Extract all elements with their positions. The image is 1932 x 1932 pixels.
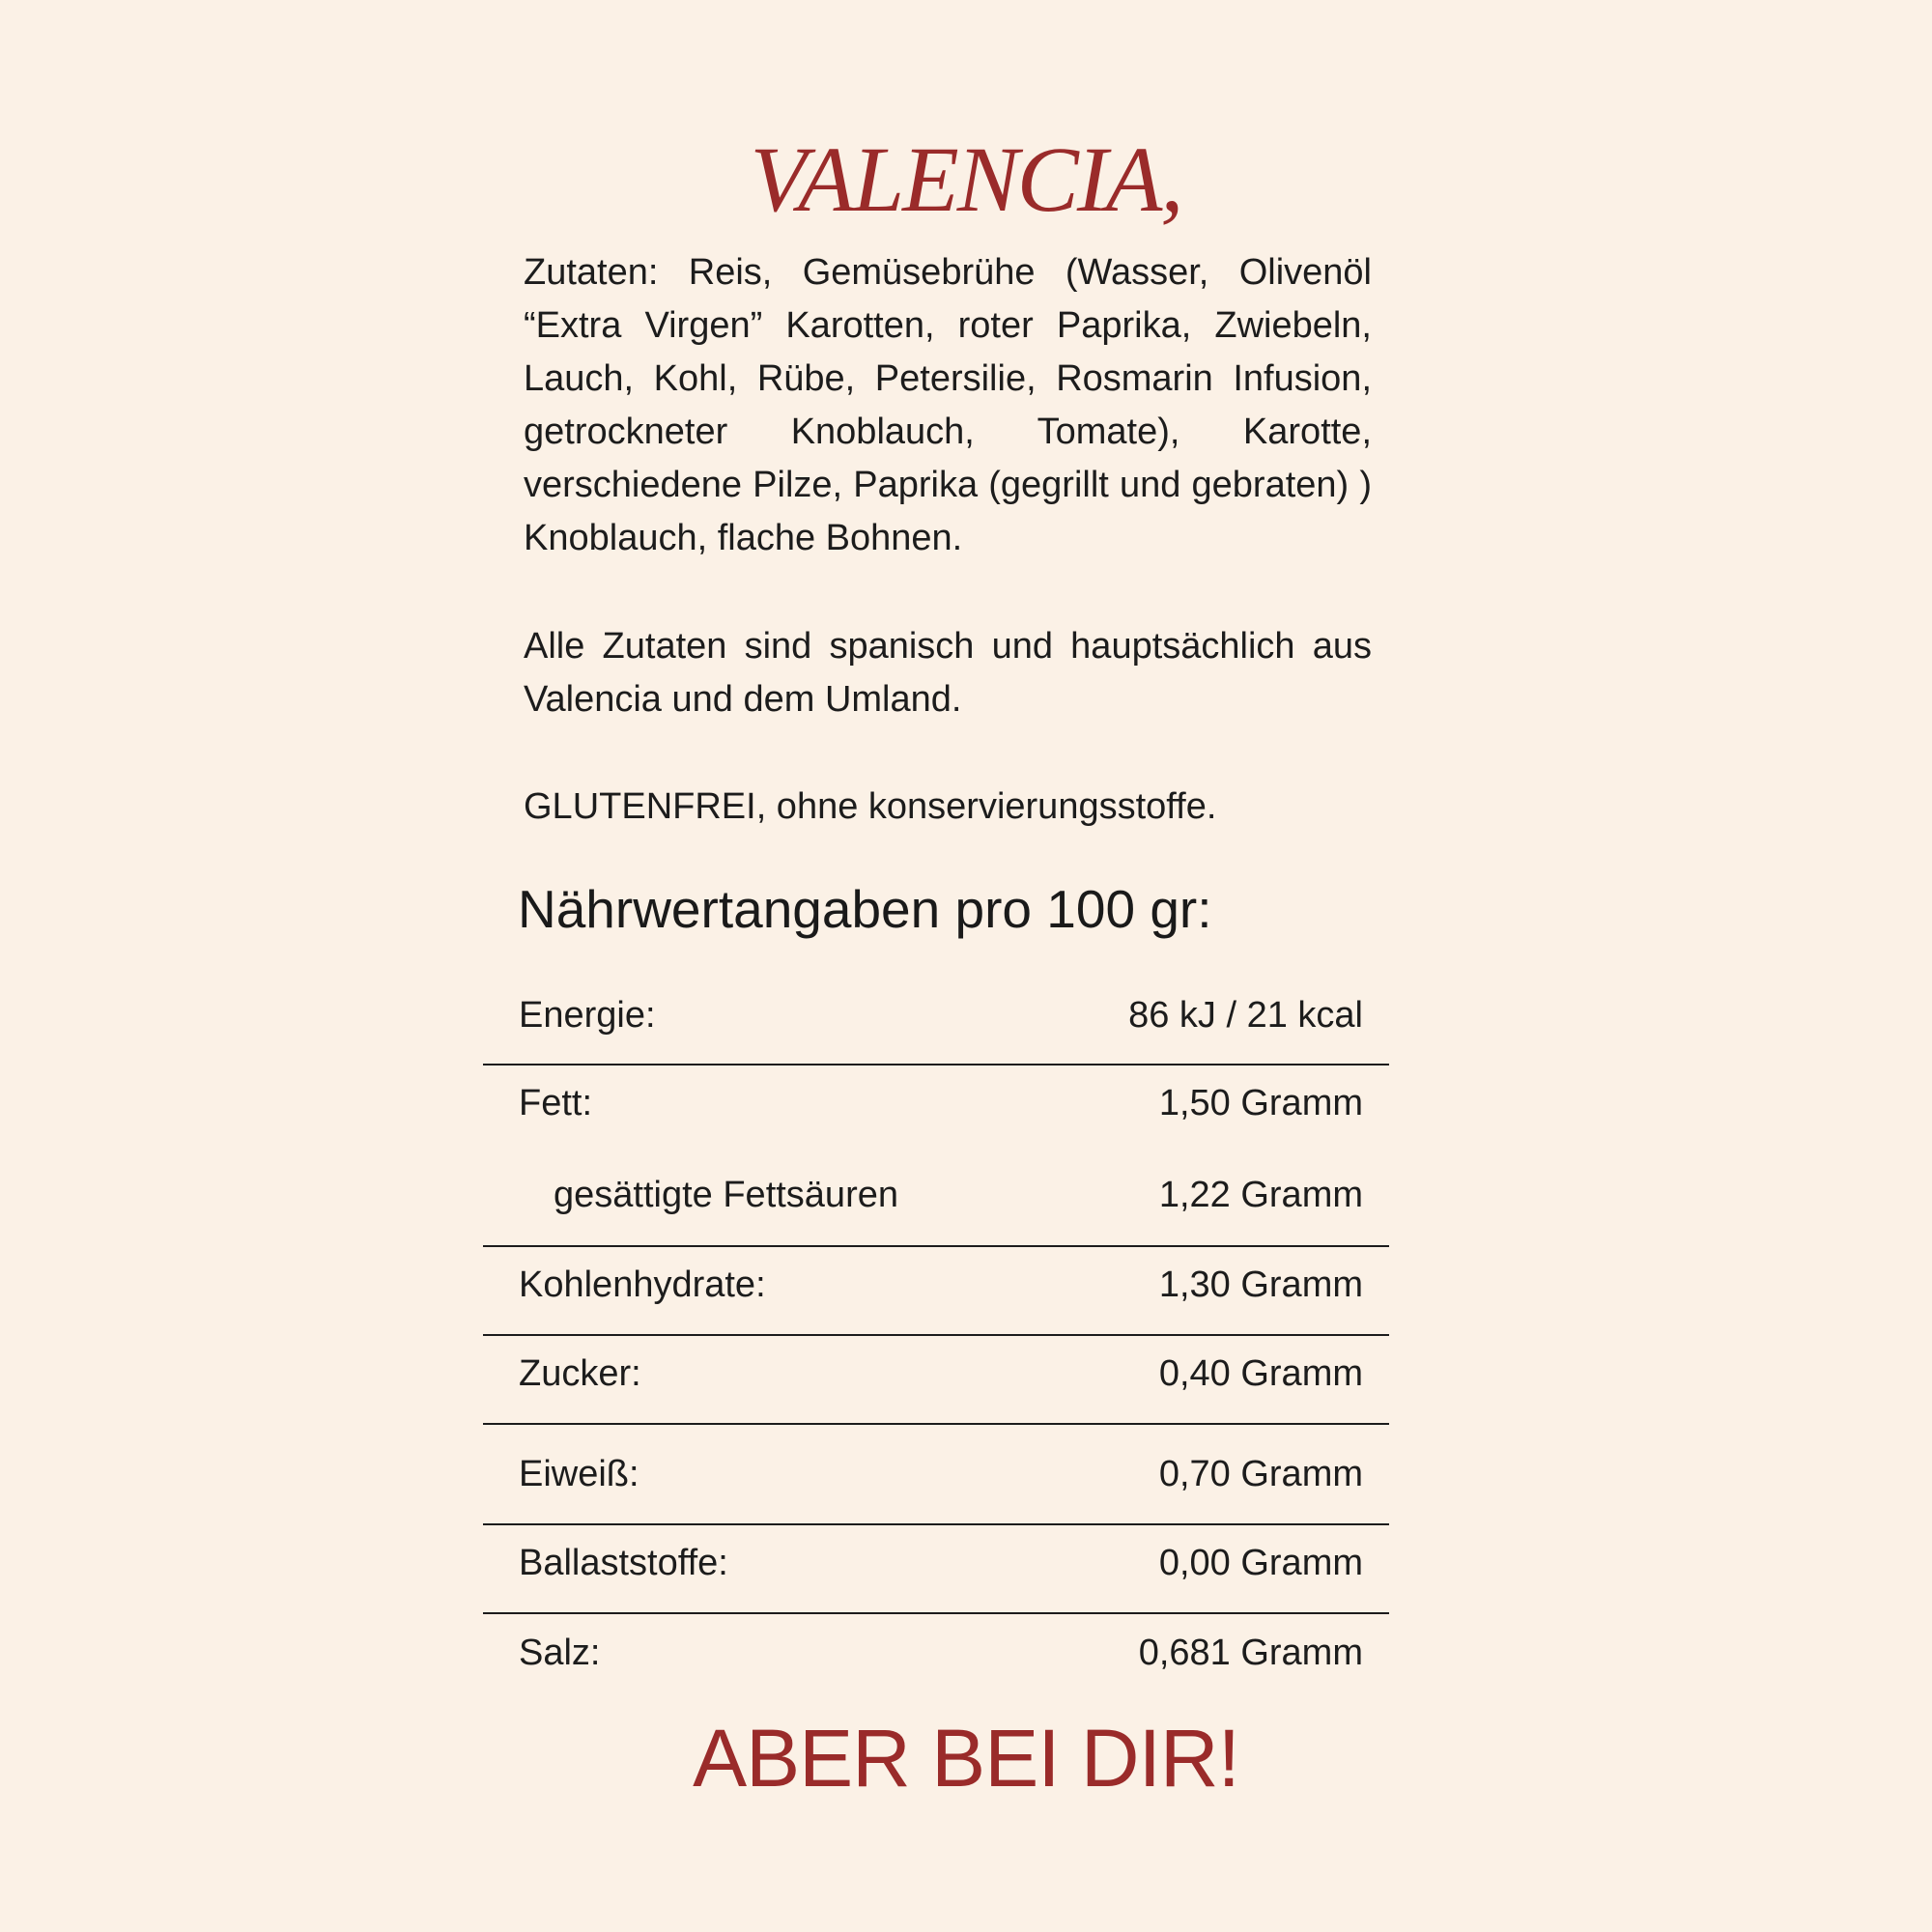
- table-divider: [483, 1423, 1389, 1425]
- nutrition-value: 1,30 Gramm: [1158, 1264, 1363, 1305]
- slogan: ABER BEI DIR!: [693, 1713, 1239, 1804]
- nutrition-label: Eiweiß:: [519, 1454, 639, 1494]
- nutrition-label: Zucker:: [519, 1353, 641, 1394]
- glutenfree-text: GLUTENFREI, ohne konservierungsstoffe.: [524, 786, 1217, 827]
- nutrition-label: Salz:: [519, 1633, 601, 1673]
- nutrition-label: Energie:: [519, 995, 656, 1036]
- origin-text: Alle Zutaten sind spanisch und hauptsächlich aus Valencia und dem Umland.: [524, 626, 1372, 720]
- nutrition-value: 86 kJ / 21 kcal: [1128, 995, 1363, 1036]
- table-divider: [483, 1064, 1389, 1065]
- table-divider: [483, 1245, 1389, 1247]
- table-divider: [483, 1523, 1389, 1525]
- nutrition-value: 0,70 Gramm: [1158, 1454, 1363, 1494]
- nutrition-value: 1,22 Gramm: [1158, 1175, 1363, 1215]
- table-divider: [483, 1612, 1389, 1614]
- product-title: VALENCIA,: [750, 128, 1182, 231]
- nutrition-value: 0,681 Gramm: [1138, 1633, 1363, 1673]
- nutrition-label: gesättigte Fettsäuren: [554, 1175, 898, 1215]
- nutrition-label: Kohlenhydrate:: [519, 1264, 766, 1305]
- nutrition-value: 0,00 Gramm: [1158, 1543, 1363, 1583]
- nutrition-label: Fett:: [519, 1083, 593, 1123]
- nutrition-label: Ballaststoffe:: [519, 1543, 728, 1583]
- ingredients-text: Zutaten: Reis, Gemüsebrühe (Wasser, Olivenöl “Extra Virgen” Karotten, roter Paprika, Zwiebeln, Lauch, Kohl, Rübe, Petersilie, Rosmarin Infusion, getrockneter Knoblauch, Tomate), Karotte, verschiedene Pilze, Paprika (gegrillt und gebraten) ) Knoblauch, flache Bohnen.: [524, 252, 1372, 558]
- nutrition-value: 0,40 Gramm: [1158, 1353, 1363, 1394]
- table-divider: [483, 1334, 1389, 1336]
- nutrition-heading: Nährwertangaben pro 100 gr:: [518, 879, 1212, 939]
- nutrition-value: 1,50 Gramm: [1158, 1083, 1363, 1123]
- nutrition-table: [483, 0, 1389, 1932]
